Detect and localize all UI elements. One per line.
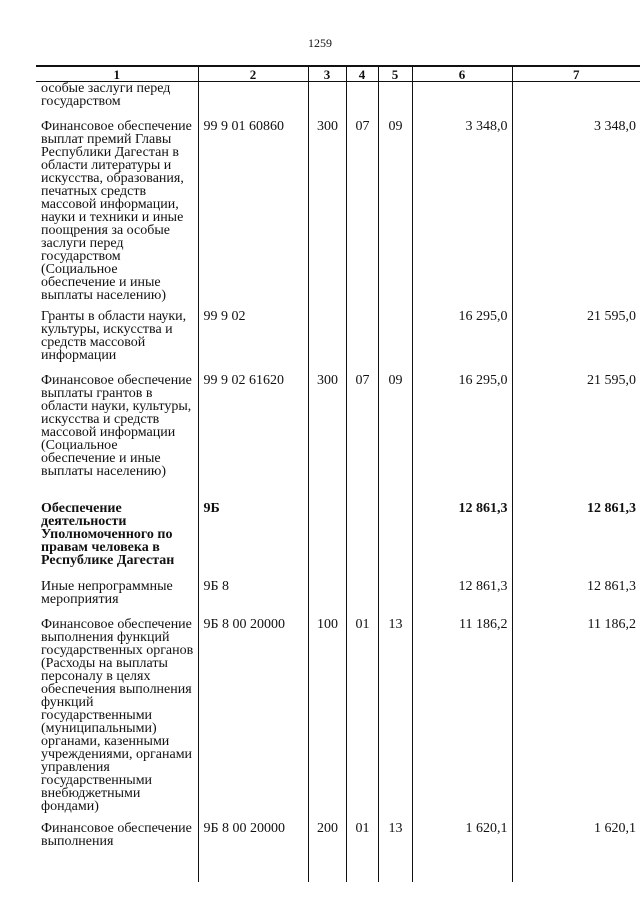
column-header-6: 6 bbox=[412, 66, 512, 82]
row-pr: 09 bbox=[378, 120, 412, 310]
row-sum-2 bbox=[512, 82, 640, 120]
row-name: Финансовое обеспечение выполнения функций государственных органов (Расходы на выплаты персоналу в целях обеспечения выполнения функций государственными (муниципальными) органами, казенными учреждениями, органами управления государственными внебюджетными фондами) bbox=[41, 616, 194, 814]
row-rz bbox=[346, 82, 378, 120]
row-name: Иные непрограммные мероприятия bbox=[41, 578, 173, 607]
row-pr: 13 bbox=[378, 618, 412, 822]
row-sum-1: 12 861,3 bbox=[412, 502, 512, 580]
row-code: 9Б 8 00 20000 bbox=[198, 822, 308, 882]
row-rz: 01 bbox=[346, 822, 378, 882]
table-row bbox=[36, 82, 640, 120]
row-code: 9Б bbox=[198, 502, 308, 580]
row-sum-2: 21 595,0 bbox=[512, 374, 640, 502]
row-sum-1: 3 348,0 bbox=[412, 120, 512, 310]
row-vr: 200 bbox=[308, 822, 346, 882]
column-header-7: 7 bbox=[512, 66, 640, 82]
row-sum-2: 3 348,0 bbox=[512, 120, 640, 310]
row-vr: 100 bbox=[308, 618, 346, 822]
row-pr bbox=[378, 580, 412, 618]
row-name: Финансовое обеспечение выплаты грантов в области науки, культуры, искусства и средств массовой информации (Социальное обеспечение и иные выплаты населению) bbox=[41, 372, 192, 479]
row-pr bbox=[378, 502, 412, 580]
row-sum-2: 21 595,0 bbox=[512, 310, 640, 374]
row-vr bbox=[308, 82, 346, 120]
column-header-4: 4 bbox=[346, 66, 378, 82]
row-rz: 07 bbox=[346, 120, 378, 310]
column-header-2: 2 bbox=[198, 66, 308, 82]
row-sum-1: 16 295,0 bbox=[412, 374, 512, 502]
row-name: Гранты в области науки, культуры, искусства и средств массовой информации bbox=[41, 308, 187, 363]
row-rz bbox=[346, 580, 378, 618]
row-code: 9Б 8 bbox=[198, 580, 308, 618]
row-name: особые заслуги перед государством bbox=[41, 81, 171, 109]
row-name: Финансовое обеспечение выполнения bbox=[41, 820, 192, 849]
row-sum-1: 16 295,0 bbox=[412, 310, 512, 374]
page-number: 1259 bbox=[308, 36, 332, 50]
table-header-row bbox=[36, 66, 640, 82]
table-row bbox=[36, 580, 640, 618]
row-vr: 300 bbox=[308, 120, 346, 310]
row-pr: 13 bbox=[378, 822, 412, 882]
row-sum-1: 11 186,2 bbox=[412, 618, 512, 822]
row-vr bbox=[308, 502, 346, 580]
table-row bbox=[36, 822, 640, 882]
row-vr: 300 bbox=[308, 374, 346, 502]
row-name: Финансовое обеспечение выплат премий Главы Республики Дагестан в области литературы и искусства, образования, печатных средств массовой информации, науки и техники и иные поощрения за особые заслуги перед государством (Социальное обеспечение и иные выплаты населению) bbox=[41, 118, 192, 303]
row-pr bbox=[378, 82, 412, 120]
row-vr bbox=[308, 310, 346, 374]
row-sum-2: 12 861,3 bbox=[512, 580, 640, 618]
table-row bbox=[36, 618, 640, 822]
row-sum-1: 12 861,3 bbox=[412, 580, 512, 618]
budget-table bbox=[36, 65, 640, 882]
column-header-3: 3 bbox=[308, 66, 346, 82]
column-header-1: 1 bbox=[36, 66, 198, 82]
row-rz bbox=[346, 310, 378, 374]
row-code: 99 9 02 bbox=[198, 310, 308, 374]
table-row bbox=[36, 374, 640, 502]
row-vr bbox=[308, 580, 346, 618]
column-header-5: 5 bbox=[378, 66, 412, 82]
table-row bbox=[36, 120, 640, 310]
row-name: Обеспечение деятельности Уполномоченного по правам человека в Республике Дагестан bbox=[41, 500, 175, 568]
row-sum-1 bbox=[412, 82, 512, 120]
row-pr bbox=[378, 310, 412, 374]
row-code: 99 9 02 61620 bbox=[198, 374, 308, 502]
row-sum-2: 12 861,3 bbox=[512, 502, 640, 580]
row-sum-2: 11 186,2 bbox=[512, 618, 640, 822]
row-code bbox=[198, 82, 308, 120]
row-code: 9Б 8 00 20000 bbox=[198, 618, 308, 822]
table-row bbox=[36, 310, 640, 374]
row-rz bbox=[346, 502, 378, 580]
row-sum-2: 1 620,1 bbox=[512, 822, 640, 882]
row-sum-1: 1 620,1 bbox=[412, 822, 512, 882]
row-pr: 09 bbox=[378, 374, 412, 502]
row-rz: 07 bbox=[346, 374, 378, 502]
row-rz: 01 bbox=[346, 618, 378, 822]
row-code: 99 9 01 60860 bbox=[198, 120, 308, 310]
table-row bbox=[36, 502, 640, 580]
